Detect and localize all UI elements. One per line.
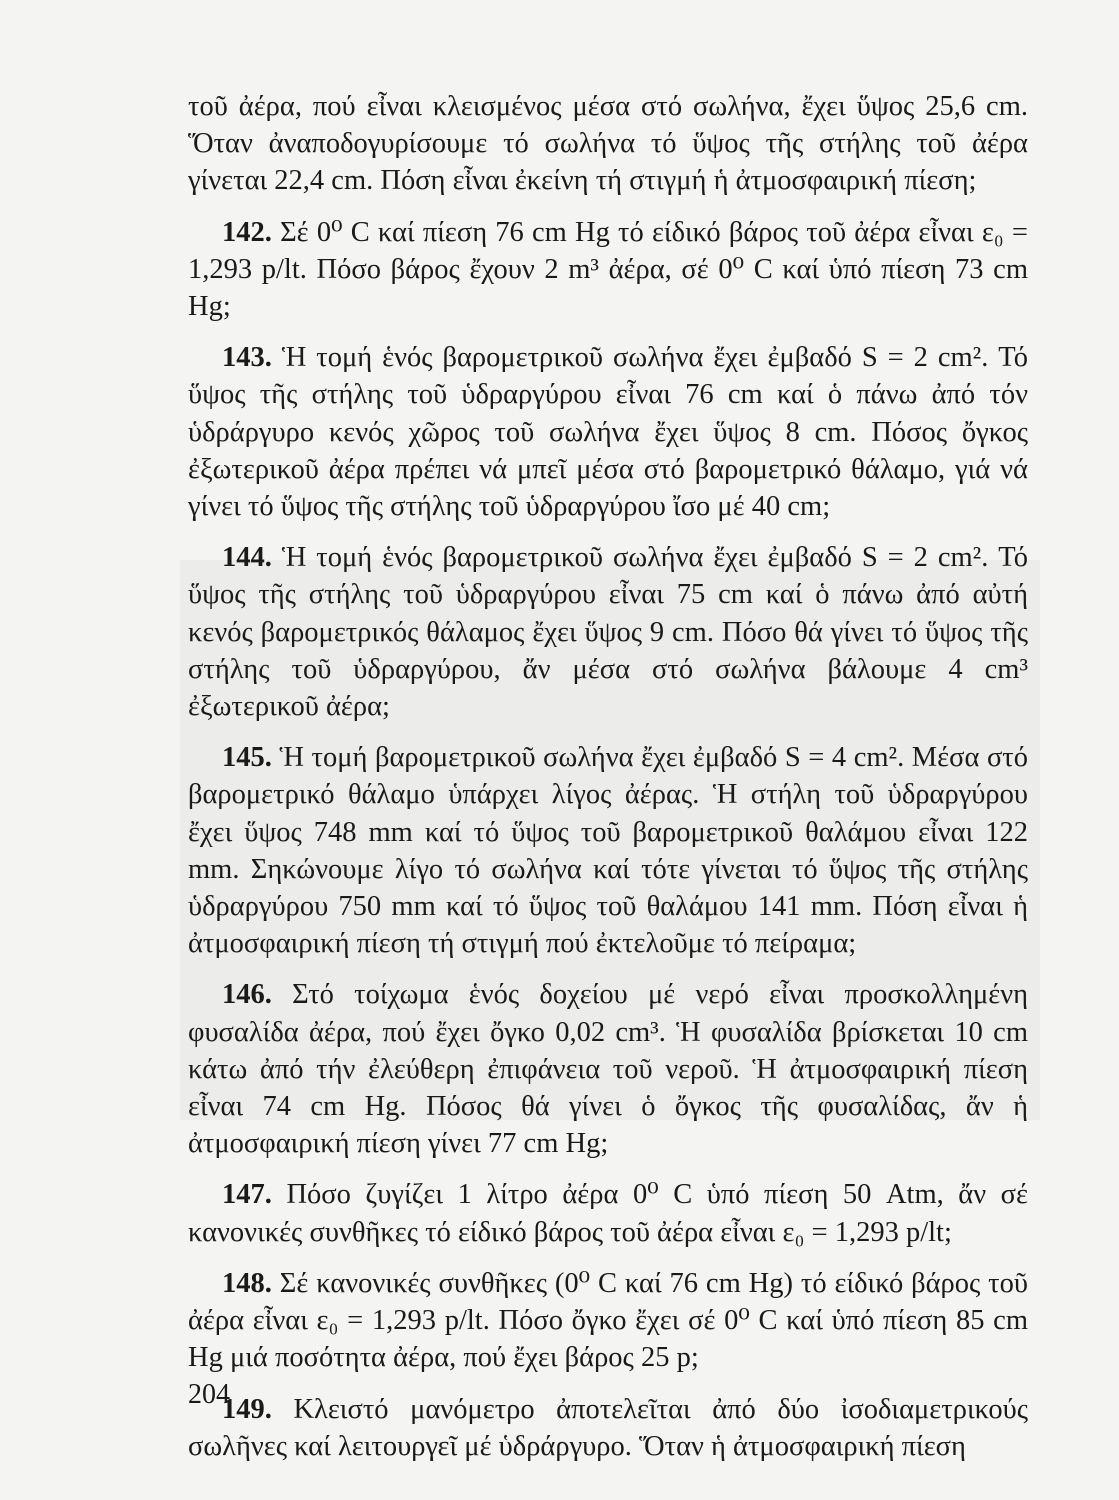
problem-number: 149.	[222, 1393, 272, 1425]
problem-text: Σέ 0⁰ C καί πίεση 76 cm Hg τό είδικό βάρος τοῦ ἀέρα εἶναι ε₀ = 1,293 p/lt. Πόσο βάρος ἔχουν 2 m³ ἀέρα, σέ 0⁰ C καί ὑπό πίεση 73 cm Hg;	[188, 216, 1029, 323]
problem-142	[188, 214, 1028, 326]
problem-text: Ἡ τομή ἑνός βαρομετρικοῦ σωλήνα ἔχει ἐμβαδό S = 2 cm². Τό ὕψος τῆς στήλης τοῦ ὑδραργύρου εἶναι 76 cm καί ὁ πάνω ἀπό τόν ὑδράργυρο κενός χῶρος τοῦ σωλήνα ἔχει ὕψος 8 cm. Πόσος ὄγκος ἐξωτερικοῦ ἀέρα πρέπει νά μπεῖ μέσα στό βαρομετρικό θάλαμο, γιά νά γίνει τό ὕψος τῆς στήλης τοῦ ὑδραργύρου ἴσο μέ 40 cm;	[188, 342, 1028, 523]
problem-149	[188, 1391, 1028, 1465]
problem-147	[188, 1176, 1028, 1250]
problem-number: 144.	[222, 542, 272, 574]
problem-text: Κλειστό μανόμετρο ἀποτελεῖται ἀπό δύο ἰσοδιαμετρικούς σωλῆνες καί λειτουργεῖ μέ ὑδράργυρο. Ὅταν ἡ ἀτμοσφαιρική πίεση	[188, 1393, 1029, 1462]
problem-number: 142.	[222, 216, 272, 248]
problem-number: 146.	[222, 979, 272, 1011]
problem-number: 147.	[222, 1179, 272, 1211]
problem-number: 143.	[222, 342, 272, 374]
problem-144	[188, 539, 1028, 725]
problem-text: Πόσο ζυγίζει 1 λίτρο ἀέρα 0⁰ C ὑπό πίεση 50 Atm, ἄν σέ κανονικές συνθῆκες τό είδικό βάρος τοῦ ἀέρα εἶναι ε₀ = 1,293 p/lt;	[188, 1179, 1028, 1248]
problem-143	[188, 339, 1028, 525]
problem-text: Ἡ τομή βαρομετρικοῦ σωλήνα ἔχει ἐμβαδό S = 4 cm². Μέσα στό βαρομετρικό θάλαμο ὑπάρχει λίγος ἀέρας. Ἡ στήλη τοῦ ὑδραργύρου ἔχει ὕψος 748 mm καί τό ὕψος τοῦ βαρομετρικοῦ θαλάμου εἶναι 122 mm. Σηκώνουμε λίγο τό σωλήνα καί τότε γίνεται τό ὕψος τῆς στήλης ὑδραργύρου 750 mm καί τό ὕψος τοῦ θαλάμου 141 mm. Πόση εἶναι ἡ ἀτμοσφαιρική πίεση τή στιγμή πού ἐκτελοῦμε τό πείραμα;	[188, 742, 1029, 960]
problem-text: Σέ κανονικές συνθῆκες (0⁰ C καί 76 cm Hg) τό είδικό βάρος τοῦ ἀέρα εἶναι ε₀ = 1,293 p/lt. Πόσο ὄγκο ἔχει σέ 0⁰ C καί ὑπό πίεση 85 cm Hg μιά ποσότητα ἀέρα, πού ἔχει βάρος 25 p;	[188, 1267, 1028, 1374]
page-number: 204	[188, 1379, 230, 1410]
problem-number: 145.	[222, 742, 272, 774]
intro-paragraph: τοῦ ἀέρα, πού εἶναι κλεισμένος μέσα στό σωλήνα, ἔχει ὕψος 25,6 cm. Ὅταν ἀναποδογυρίσουμε τό σωλήνα τό ὕψος τῆς στήλης τοῦ ἀέρα γίνεται 22,4 cm. Πόση εἶναι ἐκείνη τή στιγμή ἡ ἀτμοσφαιρική πίεση;	[188, 91, 1028, 197]
problem-text: Ἡ τομή ἑνός βαρομετρικοῦ σωλήνα ἔχει ἐμβαδό S = 2 cm². Τό ὕψος τῆς στήλης τοῦ ὑδραργύρου εἶναι 75 cm καί ὁ πάνω ἀπό αὐτή κενός βαρομετρικός θάλαμος ἔχει ὕψος 9 cm. Πόσο θά γίνει τό ὕψος τῆς στήλης τοῦ ὑδραργύρου, ἄν μέσα στό σωλήνα βάλουμε 4 cm³ ἐξωτερικοῦ ἀέρα;	[188, 542, 1028, 723]
page-body	[188, 88, 1028, 1465]
problem-text: Στό τοίχωμα ἑνός δοχείου μέ νερό εἶναι προσκολλημένη φυσαλίδα ἀέρα, πού ἔχει ὄγκο 0,02 cm³. Ἡ φυσαλίδα βρίσκεται 10 cm κάτω ἀπό τήν ἐλεύθερη ἐπιφάνεια τοῦ νεροῦ. Ἡ ἀτμοσφαιρική πίεση εἶναι 74 cm Hg. Πόσος θά γίνει ὁ ὄγκος τῆς φυσαλίδας, ἄν ἡ ἀτμοσφαιρική πίεση γίνει 77 cm Hg;	[188, 979, 1029, 1160]
problem-146	[188, 976, 1028, 1162]
problem-number: 148.	[222, 1267, 272, 1299]
problem-145	[188, 739, 1028, 962]
problem-148	[188, 1265, 1028, 1377]
